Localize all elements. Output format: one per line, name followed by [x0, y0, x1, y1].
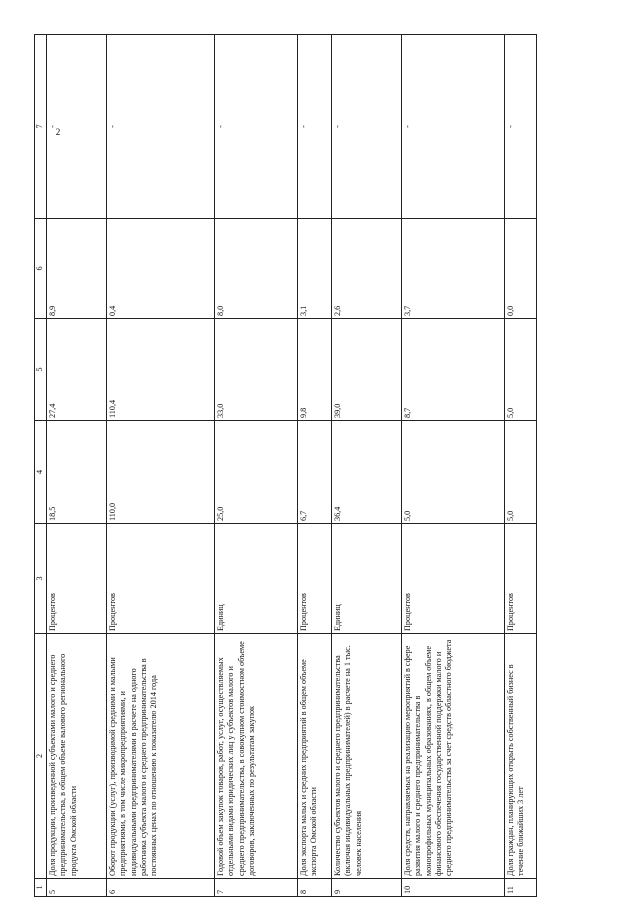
value-col4-cell: 36,4 — [332, 421, 402, 524]
column-number-row — [35, 35, 47, 897]
value-col5-cell: 27,4 — [47, 319, 107, 421]
value-col6-cell: 3,7 — [402, 219, 505, 319]
rotated-page — [0, 5, 640, 905]
table-row — [505, 35, 537, 897]
value-col7-cell: - — [47, 35, 107, 219]
unit-cell: Процентов — [505, 524, 537, 634]
value-col7-cell: - — [505, 35, 537, 219]
col-header: 3 — [35, 524, 47, 634]
value-col7-cell: - — [332, 35, 402, 219]
value-col5-cell: 9,8 — [298, 319, 332, 421]
indicator-name-cell: Количество субъектов малого и среднего предпринимательства (включая индивидуальных предпринимателей) в расчете на 1 тыс. человек населения — [332, 634, 402, 879]
table-row — [47, 35, 107, 897]
col-header: 4 — [35, 421, 47, 524]
indicators-table — [34, 34, 537, 897]
value-col7-cell: - — [402, 35, 505, 219]
indicator-name-cell: Доля средств, направляемых на реализацию мероприятий в сфере развития малого и среднего предпринимательства в монопрофильных муниципальных образованиях, в общем объеме финансового обеспечения государственной поддержки малого и среднего предпринимательства за счет средств областного бюджета — [402, 634, 505, 879]
table-row — [215, 35, 298, 897]
unit-cell: Единиц — [332, 524, 402, 634]
row-number-cell: 7 — [215, 879, 298, 897]
unit-cell: Процентов — [298, 524, 332, 634]
row-number-cell: 11 — [505, 879, 537, 897]
table-row — [107, 35, 215, 897]
col-header: 6 — [35, 219, 47, 319]
value-col6-cell: 0,0 — [505, 219, 537, 319]
row-number-cell: 10 — [402, 879, 505, 897]
value-col6-cell: 8,0 — [215, 219, 298, 319]
table-row — [402, 35, 505, 897]
col-header: 2 — [35, 634, 47, 879]
row-number-cell: 9 — [332, 879, 402, 897]
value-col4-cell: 25,0 — [215, 421, 298, 524]
row-number-cell: 6 — [107, 879, 215, 897]
table-row — [298, 35, 332, 897]
value-col7-cell: - — [107, 35, 215, 219]
col-header: 7 — [35, 35, 47, 219]
row-number-cell: 5 — [47, 879, 107, 897]
table-row — [332, 35, 402, 897]
unit-cell: Единиц — [215, 524, 298, 634]
col-header: 1 — [35, 879, 47, 897]
value-col5-cell: 110,4 — [107, 319, 215, 421]
value-col4-cell: 110,0 — [107, 421, 215, 524]
page-number: 2 — [55, 127, 61, 137]
value-col4-cell: 5,0 — [505, 421, 537, 524]
col-header: 5 — [35, 319, 47, 421]
indicator-name-cell: Годовой объем закупок товаров, работ, услуг, осуществляемых отдельными видами юридических лиц у субъектов малого и среднего предпринимательства, в совокупном стоимостном объеме договоров, заключенных по результатам закупок — [215, 634, 298, 879]
unit-cell: Процентов — [47, 524, 107, 634]
unit-cell: Процентов — [107, 524, 215, 634]
row-number-cell: 8 — [298, 879, 332, 897]
table-body — [35, 35, 537, 897]
value-col5-cell: 33,0 — [215, 319, 298, 421]
value-col6-cell: 0,4 — [107, 219, 215, 319]
indicator-name-cell: Доля граждан, планирующих открыть собственный бизнес в течение ближайших 3 лет — [505, 634, 537, 879]
value-col5-cell: 39,0 — [332, 319, 402, 421]
unit-cell: Процентов — [402, 524, 505, 634]
value-col4-cell: 18,5 — [47, 421, 107, 524]
value-col5-cell: 8,7 — [402, 319, 505, 421]
value-col6-cell: 8,9 — [47, 219, 107, 319]
indicator-name-cell: Оборот продукции (услуг), производимой средними и малыми предприятиями, в том числе микропредприятиями, и индивидуальными предпринимателями в расчете на одного работника субъекта малого и среднего предпринимательства в постоянных ценах по отношению к показателю 2014 года — [107, 634, 215, 879]
value-col7-cell: - — [298, 35, 332, 219]
indicator-name-cell: Доля экспорта малых и средних предприятий в общем объеме экспорта Омской области — [298, 634, 332, 879]
value-col6-cell: 2,6 — [332, 219, 402, 319]
value-col4-cell: 6,7 — [298, 421, 332, 524]
value-col5-cell: 5,0 — [505, 319, 537, 421]
value-col4-cell: 5,0 — [402, 421, 505, 524]
value-col6-cell: 3,1 — [298, 219, 332, 319]
indicator-name-cell: Доля продукции, произведенной субъектами малого и среднего предпринимательства, в общем объеме валового регионального продукта Омской области — [47, 634, 107, 879]
value-col7-cell: - — [215, 35, 298, 219]
